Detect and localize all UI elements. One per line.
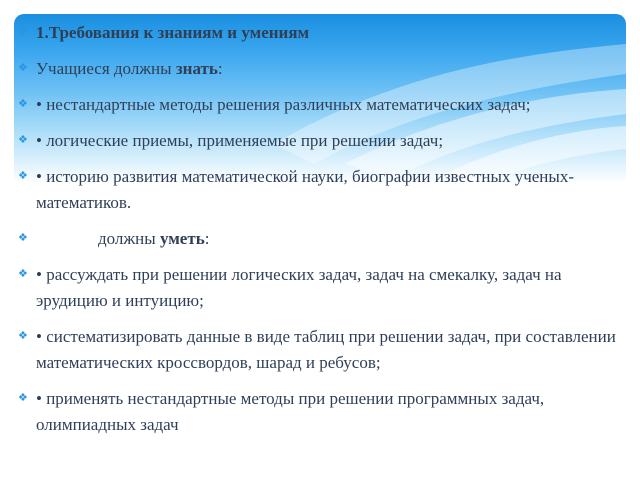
bullet-icon: ❖ <box>18 134 28 146</box>
item-text: • историю развития математической науки, биографии известных ученых-математиков. <box>36 167 574 212</box>
list-item <box>14 128 626 154</box>
heading-text: Требования к знаниям и умениям <box>48 23 310 42</box>
list-item <box>14 262 626 314</box>
bullet-icon: ❖ <box>18 232 28 244</box>
item-indented <box>36 226 209 252</box>
item-bold-text: знать <box>175 59 218 78</box>
heading-number: 1. <box>36 23 49 42</box>
bullet-icon: ❖ <box>18 62 28 74</box>
list-item <box>14 92 626 118</box>
item-suffix: : <box>204 229 210 248</box>
item-text: • рассуждать при решении логических задач, задач на смекалку, задач на эрудицию и интуицию; <box>36 265 562 310</box>
list-item <box>14 386 626 438</box>
item-bold-text: уметь <box>159 229 205 248</box>
item-text: должны <box>98 229 160 248</box>
item-suffix: : <box>217 59 223 78</box>
item-text: • логические приемы, применяемые при решении задач; <box>36 131 444 150</box>
list-item <box>14 164 626 216</box>
list-item-heading <box>14 20 626 46</box>
bullet-icon: ❖ <box>18 392 28 404</box>
bullet-icon: ❖ <box>18 98 28 110</box>
item-text: • применять нестандартные методы при решении программных задач, олимпиадных задач <box>36 389 545 434</box>
item-text: Учащиеся должны <box>36 59 176 78</box>
bullet-icon: ❖ <box>18 330 28 342</box>
bullet-icon: ❖ <box>18 268 28 280</box>
item-text: • нестандартные методы решения различных математических задач; <box>36 95 531 114</box>
bullet-list <box>14 20 626 448</box>
item-text: • систематизировать данные в виде таблиц при решении задач, при составлении математических кроссвордов, шарад и ребусов; <box>36 327 616 372</box>
list-item <box>14 56 626 82</box>
bullet-icon: ❖ <box>18 26 28 38</box>
bullet-icon: ❖ <box>18 170 28 182</box>
list-item <box>14 226 626 252</box>
list-item <box>14 324 626 376</box>
